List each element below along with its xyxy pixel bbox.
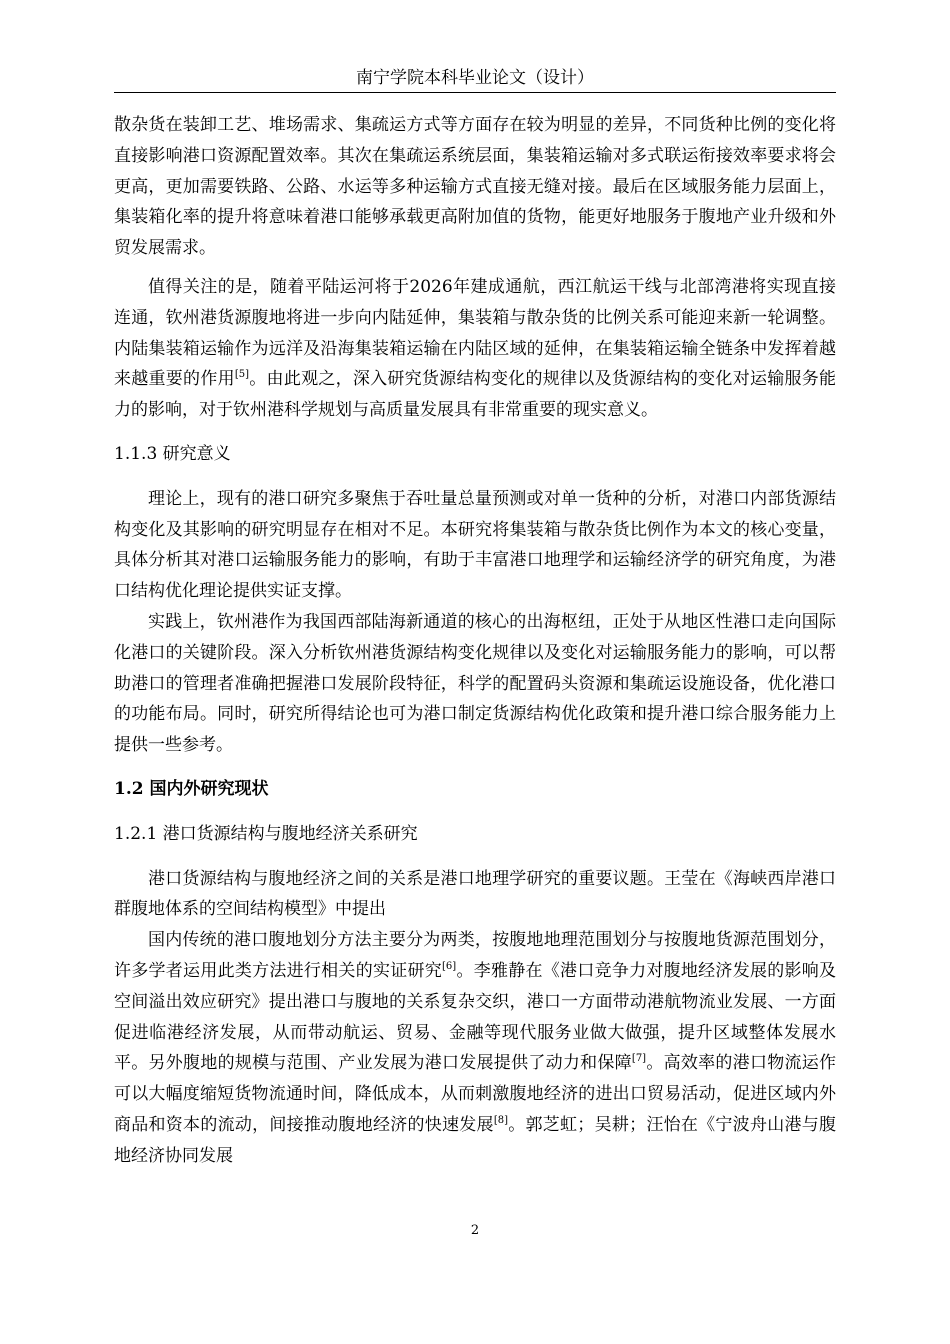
- running-header: 南宁学院本科毕业论文（设计）: [114, 66, 836, 93]
- text-run: 散杂货在装卸工艺、堆场需求、集疏运方式等方面存在较为明显的差异，不同货种比例的变化将直接影响港口资源配置效率。其次在集疏运系统层面，集装箱运输对多式联运衔接效率要求将会更高，更加需要铁路、公路、水运等多种运输方式直接无缝对接。最后在区域服务能力层面上，集装箱化率的提升将意味着港口能够承载更高附加值的货物，能更好地服务于腹地产业升级和外贸发展需求。: [114, 115, 836, 259]
- text-run: 。李雅静在《港口竞争力对腹地经济发展的影响及空间溢出效应研究》提出港口与腹地的关系复杂交织，港口一方面带动港航物流业发展、一方面促进临港经济发展，从而带动航运、贸易、金融等现代服务业做大做强，提升区域整体发展水平。另外腹地的规模与范围、产业发展为港口发展提供了动力和保障: [114, 960, 837, 1074]
- text-run: 。高效率的港口物流运作可以大幅度缩短货物流通时间，降低成本，从而刺激腹地经济的进出口贸易活动，促进区域内外商品和资本的流动，间接推动腹地经济的快速发展: [114, 1053, 836, 1135]
- citation-ref: [7]: [631, 1053, 647, 1065]
- paragraph: [114, 484, 836, 607]
- paragraph: [114, 110, 836, 264]
- citation-ref: [6]: [442, 960, 457, 972]
- section-heading: [114, 774, 836, 805]
- text-run: 值得关注的是，随着平陆运河将于2026年建成通航，西江航运干线与北部湾港将实现直接连通，钦州港货源腹地将进一步向内陆延伸，集装箱与散杂货的比例关系可能迎来新一轮调整。内陆集装箱运输作为远洋及沿海集装箱运输在内陆区域的延伸，在集装箱运输全链条中发挥着越来越重要的作用: [114, 276, 836, 390]
- text-run: 。郭芝虹；吴耕；汪怡在《宁波舟山港与腹地经济协同发展: [114, 1114, 837, 1166]
- text-run: 实践上，钦州港作为我国西部陆海新通道的核心的出海枢纽，正处于从地区性港口走向国际化港口的关键阶段。深入分析钦州港货源结构变化规律以及变化对运输服务能力的影响，可以帮助港口的管理者准确把握港口发展阶段特征，科学的配置码头资源和集疏运设施设备，优化港口的功能布局。同时，研究所得结论也可为港口制定货源结构优化政策和提升港口综合服务能力上提供一些参考。: [114, 611, 836, 756]
- text-run: 1.2.1 港口货源结构与腹地经济关系研究: [114, 823, 418, 844]
- subsection-heading: [114, 819, 836, 850]
- text-run: 1.1.3 研究意义: [114, 443, 231, 464]
- text-run: 1.2 国内外研究现状: [114, 778, 269, 799]
- subsection-heading: [114, 439, 836, 470]
- text-run: 理论上，现有的港口研究多聚焦于吞吐量总量预测或对单一货种的分析，对港口内部货源结构变化及其影响的研究明显存在相对不足。本研究将集装箱与散杂货比例作为本文的核心变量，具体分析其对港口运输服务能力的影响，有助于丰富港口地理学和运输经济学的研究角度，为港口结构优化理论提供实证支撑。: [114, 488, 836, 602]
- paragraph: [114, 272, 836, 426]
- page-number: 2: [470, 1223, 480, 1238]
- paragraph: [114, 607, 836, 761]
- paragraph: [114, 925, 836, 1171]
- text-run: 国内传统的港口腹地划分方法主要分为两类，按腹地地理范围划分与按腹地货源范围划分，许多学者运用此类方法进行相关的实证研究: [114, 930, 836, 981]
- body-text: [114, 110, 836, 1172]
- text-run: 港口货源结构与腹地经济之间的关系是港口地理学研究的重要议题。王莹在《海峡西岸港口群腹地体系的空间结构模型》中提出: [114, 868, 836, 920]
- citation-ref: [5]: [234, 369, 250, 381]
- paragraph: [114, 864, 836, 926]
- citation-ref: [8]: [493, 1114, 508, 1126]
- text-run: 。由此观之，深入研究货源结构变化的规律以及货源结构的变化对运输服务能力的影响，对于钦州港科学规划与高质量发展具有非常重要的现实意义。: [114, 369, 837, 421]
